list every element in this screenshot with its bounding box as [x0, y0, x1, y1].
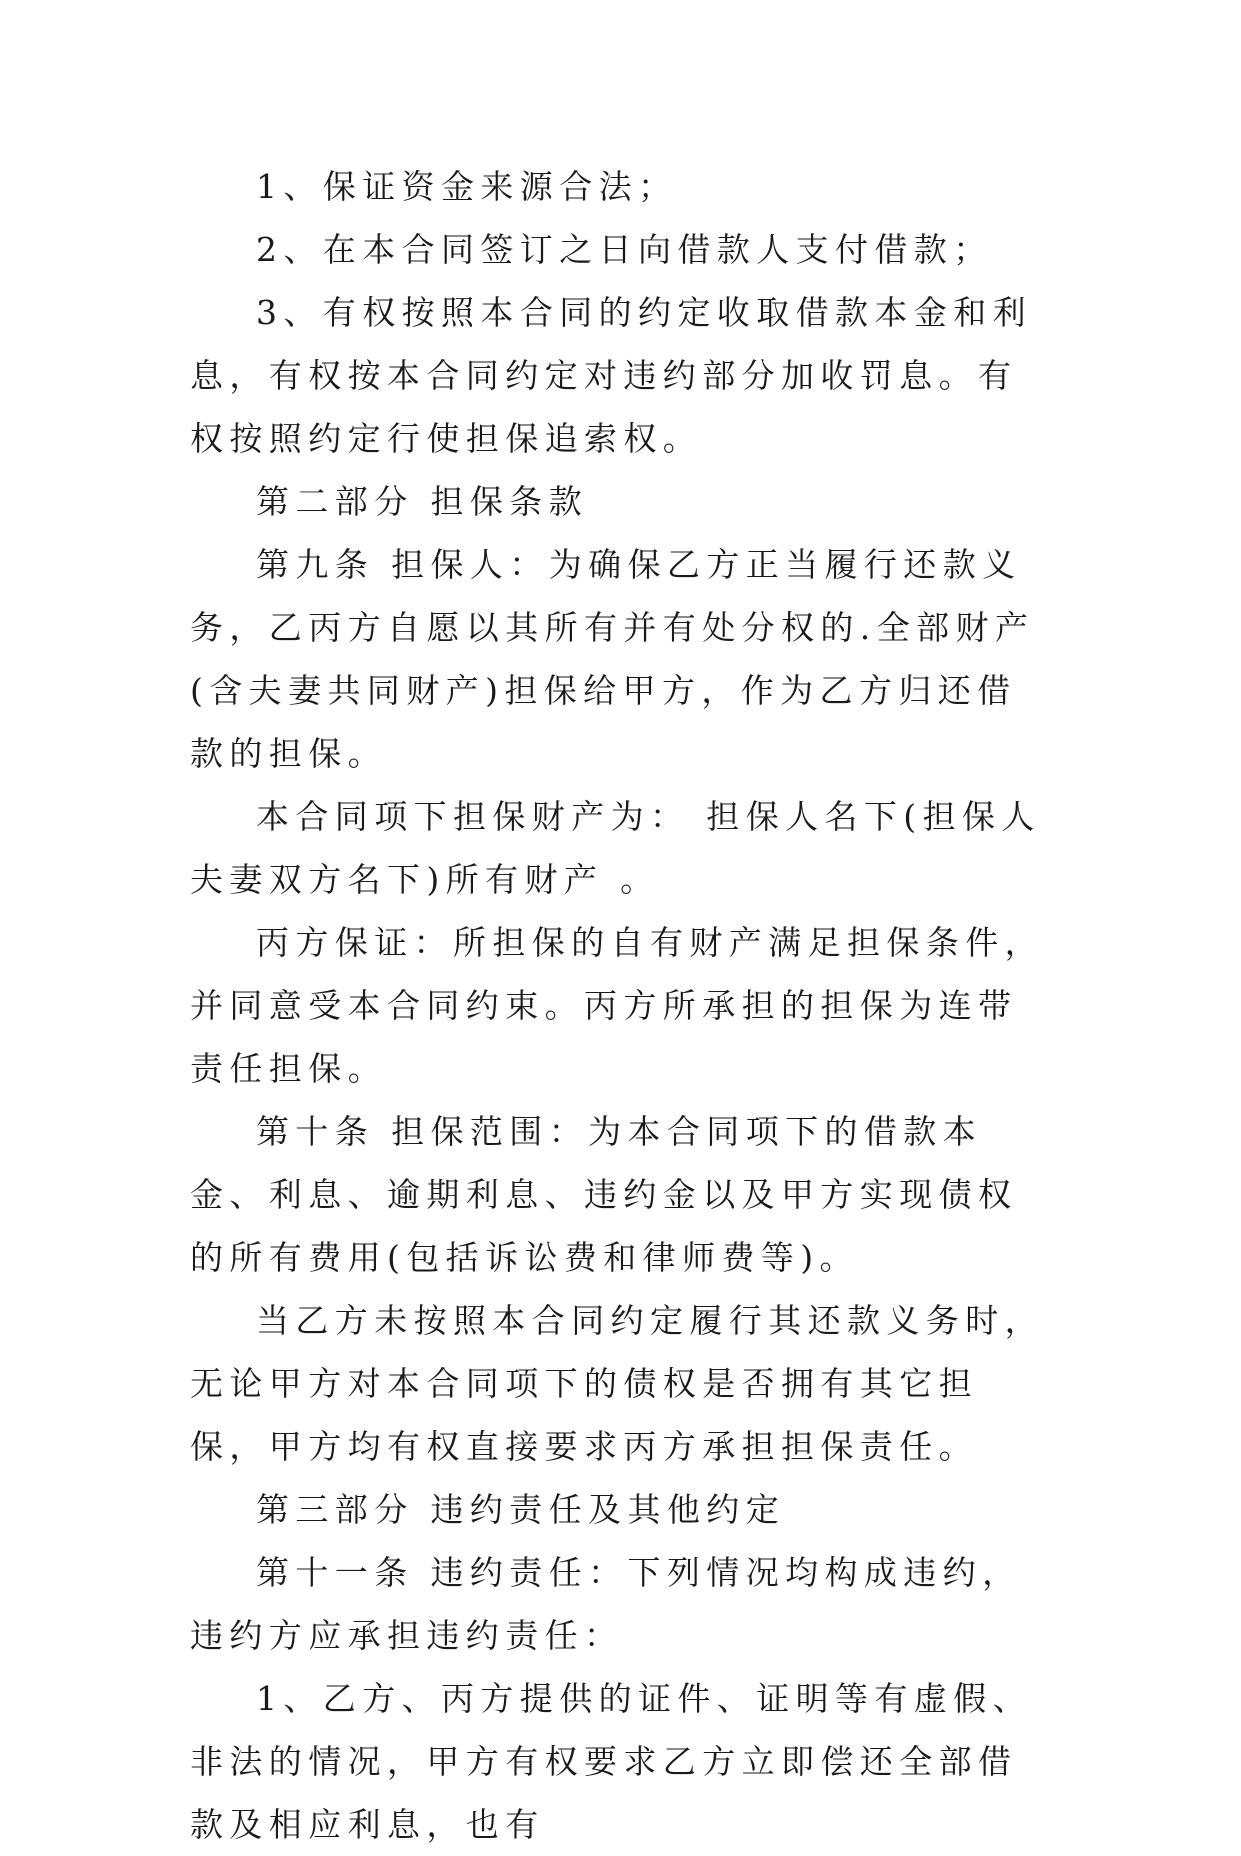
paragraph-default-recourse: 当乙方未按照本合同约定履行其还款义务时，无论甲方对本合同项下的债权是否拥有其它担保，甲方均有权直接要求丙方承担担保责任。 [190, 1301, 1044, 1466]
paragraph-article-eleven: 第十一条 违约责任：下列情况均构成违约，违约方应承担违约责任： [190, 1553, 1022, 1655]
paragraph-article-ten: 第十条 担保范围：为本合同项下的借款本金、利息、逾期利息、违约金以及甲方实现债权的所有费用(包括诉讼费和律师费等)。 [190, 1112, 1018, 1277]
paragraph-breach-item-1: 1、乙方、丙方提供的证件、证明等有虚假、非法的情况，甲方有权要求乙方立即偿还全部借款及相应利息，也有 [190, 1679, 1032, 1844]
paragraph-guarantee-property: 本合同项下担保财产为： 担保人名下(担保人夫妻双方名下)所有财产 。 [190, 797, 1041, 899]
paragraph-lender-duty-2: 2、在本合同签订之日向借款人支付借款； [256, 230, 993, 269]
paragraph-article-nine: 第九条 担保人：为确保乙方正当履行还款义务，乙丙方自愿以其所有并有处分权的.全部财产(含夫妻共同财产)担保给甲方，作为乙方归还借款的担保。 [190, 545, 1035, 773]
section-heading-part-three: 第三部分 违约责任及其他约定 [256, 1490, 786, 1529]
section-heading-part-two: 第二部分 担保条款 [256, 482, 589, 521]
document-body [190, 155, 1050, 1856]
paragraph-guarantor-assurance: 丙方保证：所担保的自有财产满足担保条件，并同意受本合同约束。丙方所承担的担保为连带责任担保。 [190, 923, 1044, 1088]
paragraph-lender-duty-1: 1、保证资金来源合法； [256, 167, 678, 206]
paragraph-lender-duty-3: 3、有权按照本合同的约定收取借款本金和利息，有权按本合同约定对违约部分加收罚息。有权按照约定行使担保追索权。 [190, 293, 1032, 458]
